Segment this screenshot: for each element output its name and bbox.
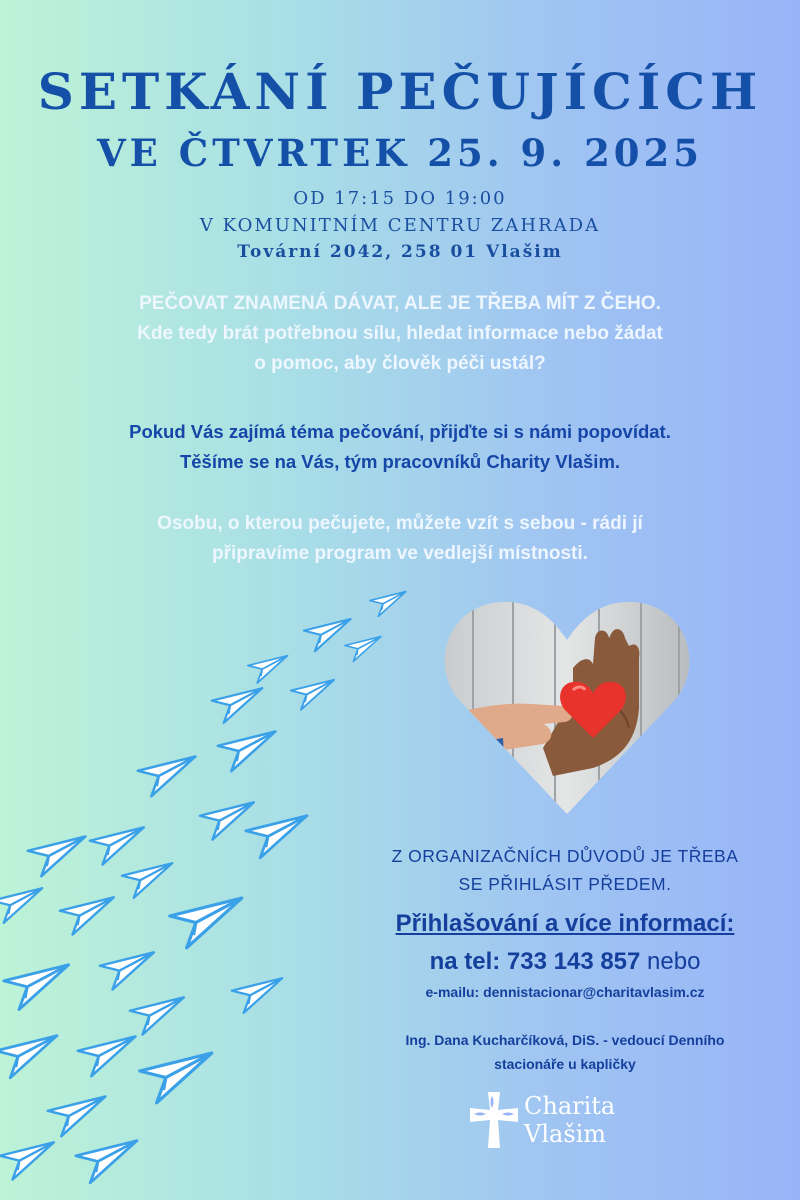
paper-plane [246, 802, 314, 858]
invite-line-1: Pokud Vás zajímá téma pečování, přijďte si s námi popovídat. [129, 421, 671, 442]
paper-plane [170, 882, 250, 948]
paper-plane [370, 584, 410, 617]
companion-paragraph [0, 509, 800, 569]
charita-logo [468, 1090, 638, 1150]
logo-line-2: Vlašim [524, 1120, 607, 1148]
notice-line-1: Z ORGANIZAČNÍCH DŮVODŮ JE TŘEBA [391, 846, 739, 866]
contact-line-1: Ing. Dana Kucharčíková, DiS. - vedoucí Denního [405, 1032, 725, 1048]
intro-line-2: Kde tedy brát potřebnou sílu, hledat informace nebo žádat [137, 323, 663, 344]
paper-plane [60, 885, 120, 934]
paper-plane [0, 1022, 64, 1078]
paper-plane [291, 670, 339, 709]
paper-plane [28, 824, 92, 876]
paper-plane [78, 1024, 142, 1076]
paper-plane [130, 985, 190, 1034]
paper-plane [232, 967, 288, 1013]
phone-line [350, 944, 780, 980]
invite-paragraph [0, 417, 800, 477]
registration-notice [350, 842, 780, 898]
notice-line-2: SE PŘIHLÁSIT PŘEDEM. [458, 874, 672, 894]
paper-plane [138, 744, 202, 796]
heart-photo [443, 598, 691, 814]
paper-plane [122, 852, 178, 898]
paper-plane [212, 677, 268, 723]
registration-heading: Přihlašování a více informací: [395, 910, 735, 937]
paper-plane [0, 1130, 60, 1179]
logo-line-1: Charita [524, 1092, 616, 1120]
paper-plane [90, 815, 150, 864]
event-place: V KOMUNITNÍM CENTRU ZAHRADA [199, 215, 601, 236]
charita-cross-icon [468, 1090, 520, 1150]
paper-plane [0, 877, 48, 923]
companion-line-1: Osobu, o kterou pečujete, můžete vzít s sebou - rádi jí [157, 513, 643, 534]
intro-line-3: o pomoc, aby člověk péči ustál? [254, 353, 546, 374]
paper-plane [48, 1084, 112, 1136]
event-time: OD 17:15 DO 19:00 [293, 188, 507, 209]
paper-plane [248, 647, 292, 683]
paper-plane [4, 950, 76, 1009]
event-date: VE ČTVRTEK 25. 9. 2025 [96, 131, 704, 175]
paper-plane [76, 1127, 144, 1183]
paper-plane [218, 719, 282, 771]
contact-line-2: stacionáře u kapličky [494, 1056, 636, 1072]
paper-plane [345, 629, 385, 662]
intro-paragraph [0, 289, 800, 379]
phone-suffix: nebo [640, 948, 701, 975]
invite-line-2: Těšíme se na Vás, tým pracovníků Charity Vlašim. [179, 451, 621, 472]
companion-line-2: připravíme program ve vedlejší místnosti. [212, 543, 588, 564]
event-address: Tovární 2042, 258 01 Vlašim [237, 242, 563, 262]
contact-person [350, 1028, 780, 1076]
paper-plane [140, 1037, 220, 1103]
phone-number[interactable]: na tel: 733 143 857 [429, 948, 641, 975]
intro-line-1: PEČOVAT ZNAMENÁ DÁVAT, ALE JE TŘEBA MÍT Z ČEHO. [139, 293, 661, 314]
charita-logo-text [524, 1092, 615, 1148]
email-line[interactable]: e-mailu: dennistacionar@charitavlasim.cz [425, 984, 705, 1000]
poster-title: SETKÁNÍ PEČUJÍCÍCH [37, 62, 763, 121]
paper-plane [100, 940, 160, 989]
